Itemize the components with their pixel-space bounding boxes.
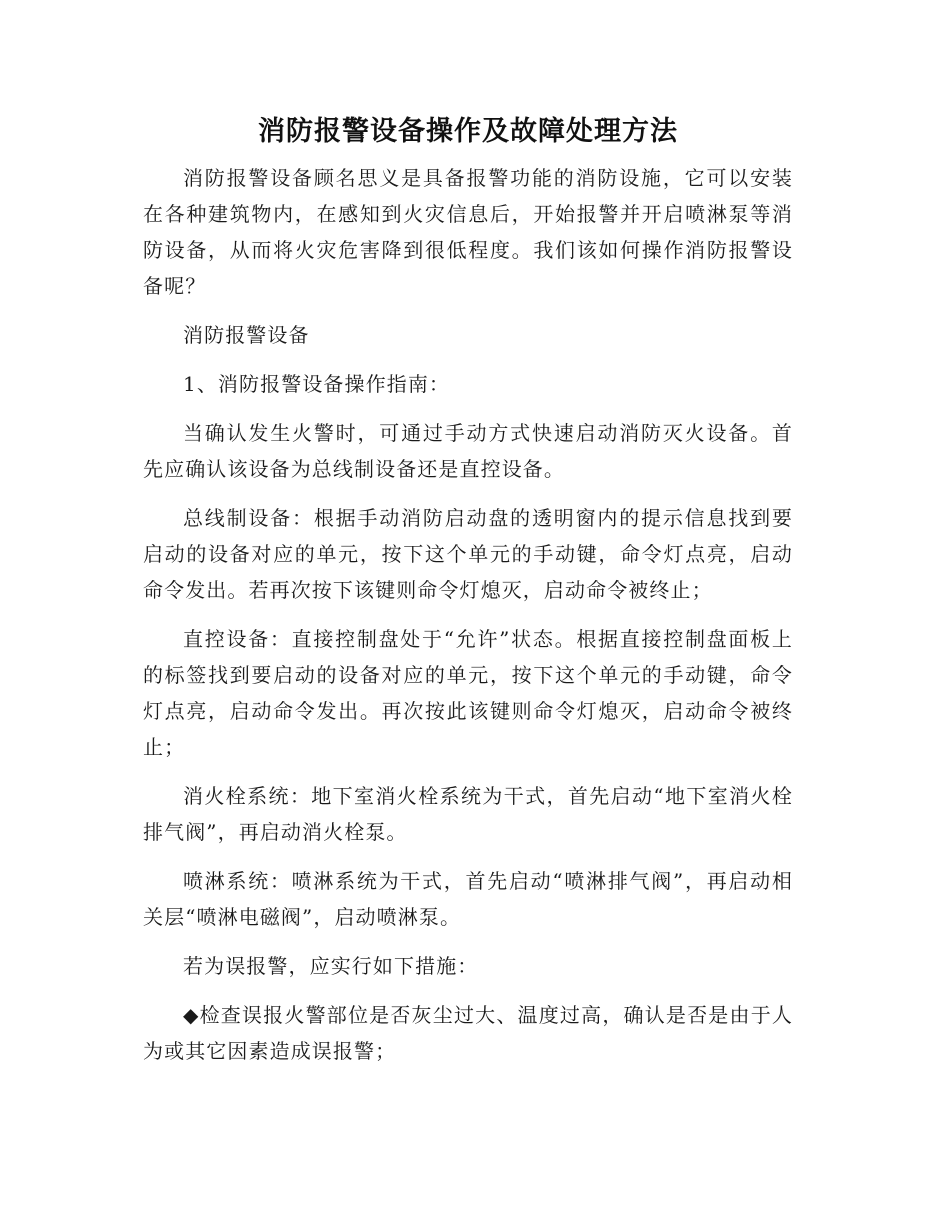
paragraph-section-heading: 消防报警设备	[183, 323, 310, 347]
paragraph-hydrant-system: 消火栓系统：地下室消火栓系统为干式，首先启动“地下室消火栓排气阀”，再启动消火栓泵。	[143, 784, 793, 844]
paragraph-guide-heading: 1、消防报警设备操作指南：	[183, 372, 451, 396]
paragraph-manual-start: 当确认发生火警时，可通过手动方式快速启动消防灭火设备。首先应确认该设备为总线制设备还是直控设备。	[143, 421, 793, 481]
paragraph-sprinkler-system: 喷淋系统：喷淋系统为干式，首先启动“喷淋排气阀”，再启动相关层“喷淋电磁阀”，启动喷淋泵。	[143, 869, 793, 929]
paragraph-false-alarm-check: ◆检查误报火警部位是否灰尘过大、温度过高，确认是否是由于人为或其它因素造成误报警；	[143, 1003, 793, 1063]
paragraph-direct-control: 直控设备：直接控制盘处于“允许”状态。根据直接控制盘面板上的标签找到要启动的设备对应的单元，按下这个单元的手动键，命令灯点亮，启动命令发出。再次按此该键则命令灯熄灭，启动命令被终止；	[143, 627, 793, 759]
document-page	[143, 112, 793, 1082]
paragraph-false-alarm-heading: 若为误报警，应实行如下措施：	[183, 954, 479, 978]
paragraph-intro: 消防报警设备顾名思义是具备报警功能的消防设施，它可以安装在各种建筑物内，在感知到火灾信息后，开始报警并开启喷淋泵等消防设备，从而将火灾危害降到很低程度。我们该如何操作消防报警设备呢？	[143, 166, 793, 298]
paragraph-bus-device: 总线制设备：根据手动消防启动盘的透明窗内的提示信息找到要启动的设备对应的单元，按下这个单元的手动键，命令灯点亮，启动命令发出。若再次按下该键则命令灯熄灭，启动命令被终止；	[143, 506, 793, 602]
document-title: 消防报警设备操作及故障处理方法	[258, 116, 678, 147]
